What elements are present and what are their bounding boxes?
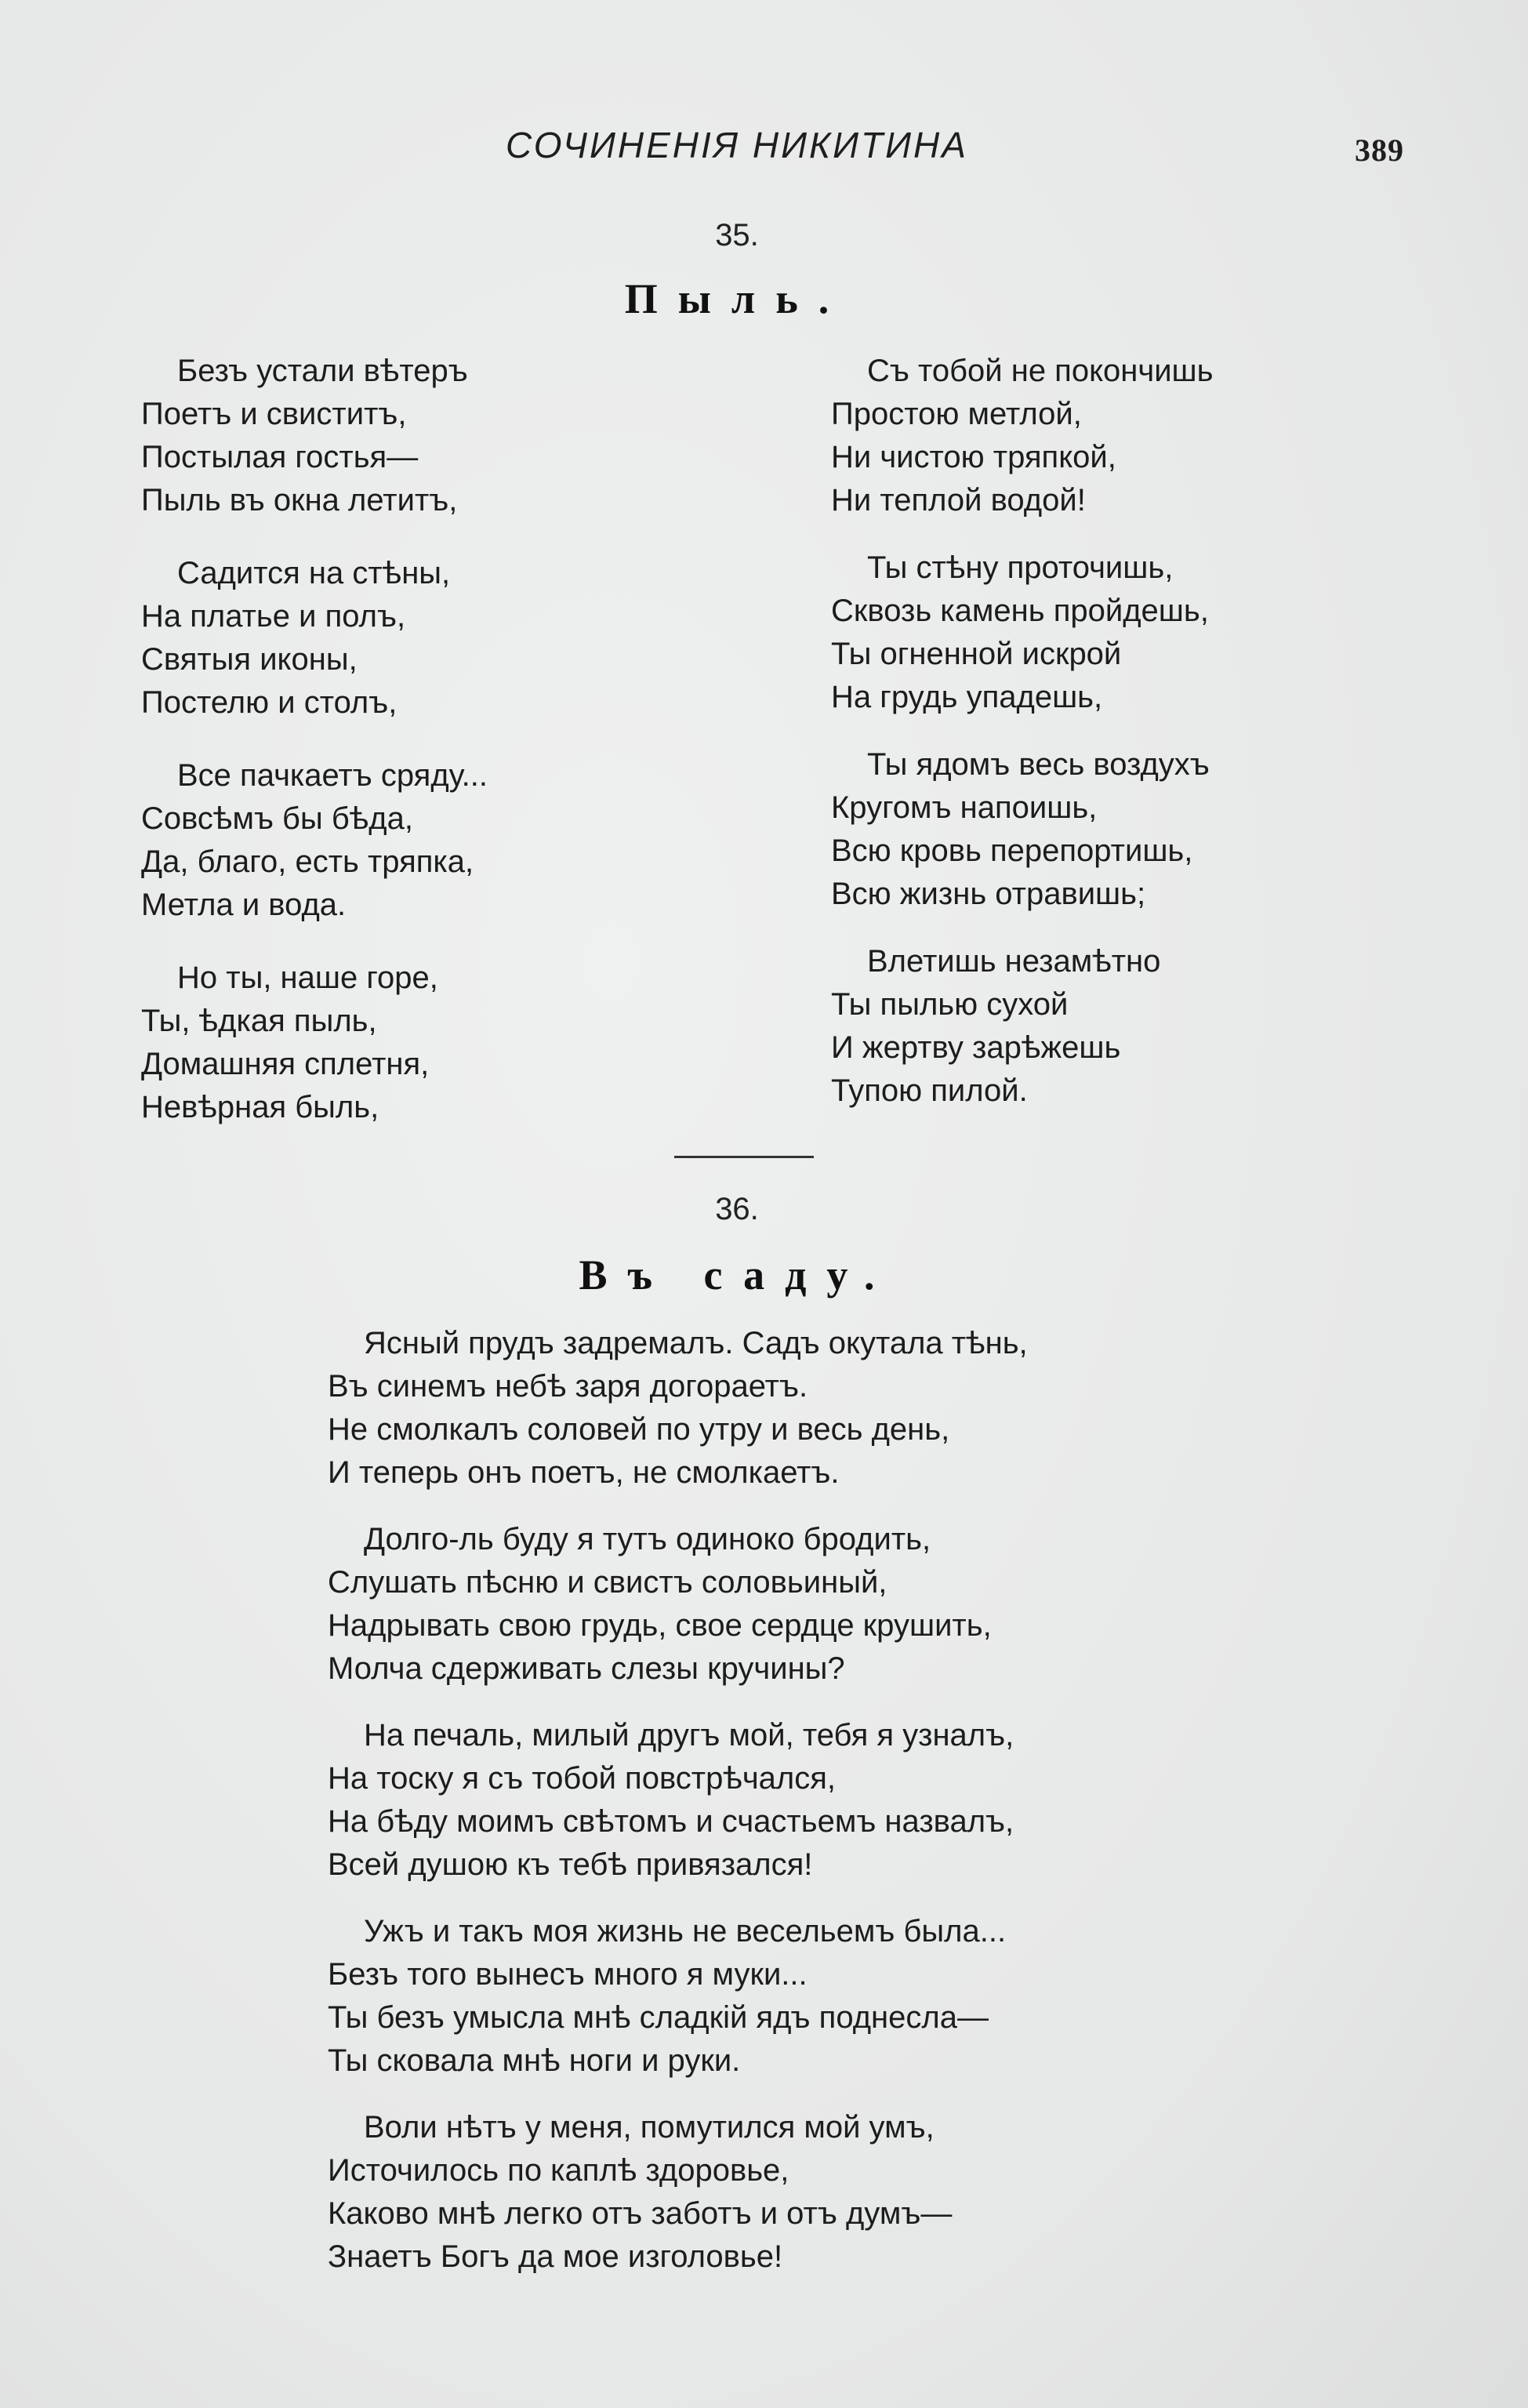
verse-line: На грудь упадешь,	[831, 680, 1103, 714]
stanza	[328, 1322, 1028, 1495]
verse-line: И теперь онъ поетъ, не смолкаетъ.	[328, 1455, 840, 1490]
verse-line: Съ тобой не покончишь	[867, 354, 1214, 388]
verse-line: Молча сдерживать слезы кручины?	[328, 1651, 845, 1686]
verse-line: Ты безъ умысла мнѣ сладкій ядъ поднесла—	[328, 2000, 989, 2035]
verse-line: Не смолкалъ соловей по утру и весь день,	[328, 1412, 950, 1447]
verse-line: Постылая гостья—	[141, 440, 419, 474]
verse-line: Въ синемъ небѣ заря догораетъ.	[328, 1369, 808, 1404]
verse-line: Сквозь камень пройдешь,	[831, 594, 1209, 628]
stanza	[328, 1714, 1028, 1887]
verse-line: Долго-ль буду я тутъ одиноко бродить,	[364, 1522, 931, 1556]
verse-line: Ты пылью сухой	[831, 987, 1069, 1022]
running-title: СОЧИНЕНІЯ НИКИТИНА	[506, 125, 968, 165]
verse-line: Ни теплой водой!	[831, 483, 1086, 518]
verse-line: На бѣду моимъ свѣтомъ и счастьемъ назвалъ,	[328, 1804, 1014, 1839]
verse-line: Да, благо, есть тряпка,	[141, 844, 474, 879]
verse-line: Но ты, наше горе,	[177, 961, 438, 995]
verse-line: Кругомъ напоишь,	[831, 790, 1098, 825]
verse-line: Ты, ѣдкая пыль,	[141, 1004, 377, 1038]
verse-line: Всю кровь перепортишь,	[831, 834, 1193, 868]
stanza	[831, 940, 1213, 1113]
verse-line: На печаль, милый другъ мой, тебя я узналъ,	[364, 1718, 1014, 1752]
verse-line: Ни чистою тряпкой,	[831, 440, 1116, 474]
verse-line: Совсѣмъ бы бѣда,	[141, 801, 413, 836]
verse-line: Слушать пѣсню и свистъ соловьиный,	[328, 1565, 887, 1600]
verse-line: Пыль въ окна летитъ,	[141, 483, 458, 518]
verse-line: Домашняя сплетня,	[141, 1047, 430, 1081]
verse-line: Ужъ и такъ моя жизнь не весельемъ была...	[364, 1914, 1007, 1949]
stanza	[328, 1518, 1028, 1691]
verse-line: Тупою пилой.	[831, 1073, 1028, 1108]
stanza	[831, 547, 1213, 719]
stanza	[141, 552, 488, 725]
verse-line: И жертву зарѣжешь	[831, 1030, 1121, 1065]
poem-35-right-column	[831, 350, 1213, 1137]
verse-line: Воли нѣтъ у меня, помутился мой умъ,	[364, 2110, 935, 2145]
verse-line: Ты огненной искрой	[831, 637, 1122, 671]
verse-line: Безъ устали вѣтеръ	[177, 354, 468, 388]
stanza	[328, 1910, 1028, 2083]
verse-line: Простою метлой,	[831, 397, 1082, 431]
verse-line: Метла и вода.	[141, 888, 347, 922]
verse-line: Садится на стѣны,	[177, 556, 451, 590]
stanza	[141, 350, 488, 522]
stanza	[141, 957, 488, 1129]
stanza	[831, 743, 1213, 916]
stanza	[328, 2106, 1028, 2279]
verse-line: На платье и полъ,	[141, 599, 406, 634]
verse-line: Ты стѣну проточишь,	[867, 550, 1174, 585]
page-number: 389	[1355, 133, 1404, 168]
verse-line: Ясный прудъ задремалъ. Садъ окутала тѣнь,	[364, 1326, 1028, 1360]
poem-36-number: 36.	[715, 1192, 759, 1226]
verse-line: Надрывать свою грудь, свое сердце крушить,	[328, 1608, 992, 1643]
poem-35-left-column	[141, 350, 488, 1159]
verse-line: Влетишь незамѣтно	[867, 944, 1161, 979]
verse-line: Поетъ и свиститъ,	[141, 397, 407, 431]
poem-35-title: Пыль.	[624, 275, 850, 322]
section-divider	[674, 1156, 814, 1158]
verse-line: Святыя иконы,	[141, 642, 358, 677]
verse-line: На тоску я съ тобой повстрѣчался,	[328, 1761, 837, 1796]
verse-line: Источилось по каплѣ здоровье,	[328, 2153, 789, 2188]
verse-line: Постелю и столъ,	[141, 685, 397, 720]
verse-line: Невѣрная быль,	[141, 1090, 379, 1124]
stanza	[831, 350, 1213, 522]
verse-line: Всю жизнь отравишь;	[831, 877, 1146, 911]
verse-line: Всей душою къ тебѣ привязался!	[328, 1847, 813, 1882]
verse-line: Каково мнѣ легко отъ заботъ и отъ думъ—	[328, 2196, 953, 2231]
verse-line: Знаетъ Богъ да мое изголовье!	[328, 2239, 783, 2274]
poem-36-title: Въ саду.	[579, 1251, 895, 1298]
verse-line: Ты сковала мнѣ ноги и руки.	[328, 2043, 741, 2078]
poem-36-body	[328, 1322, 1028, 2279]
verse-line: Все пачкаетъ сряду...	[177, 758, 488, 793]
stanza	[141, 754, 488, 927]
poem-35-number: 35.	[715, 218, 759, 252]
verse-line: Ты ядомъ весь воздухъ	[867, 747, 1210, 782]
verse-line: Безъ того вынесъ много я муки...	[328, 1957, 808, 1992]
